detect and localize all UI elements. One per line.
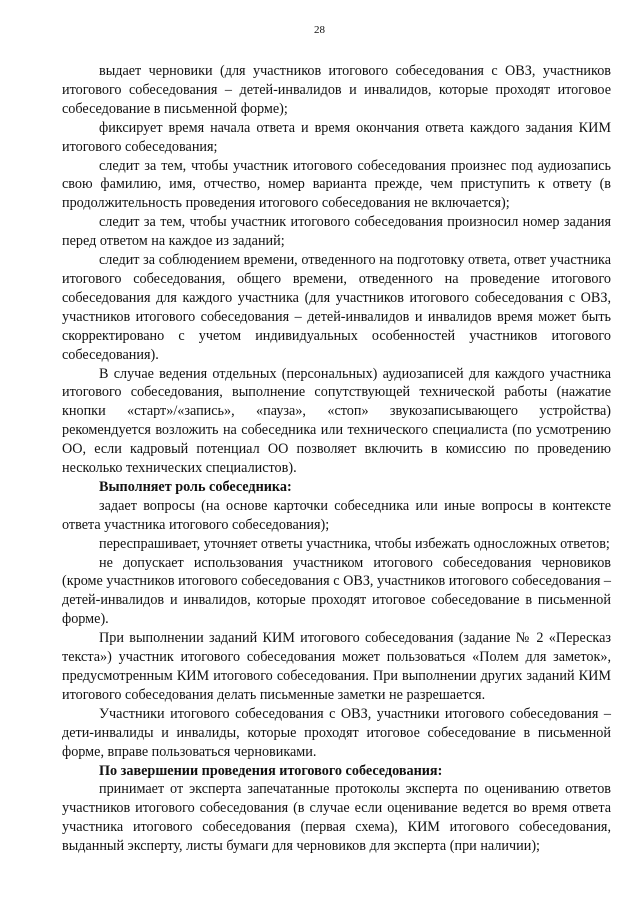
- document-body: [62, 62, 611, 856]
- paragraph-answer-timing: фиксирует время начала ответа и время окончания ответа каждого задания КИМ итогового собеседования;: [62, 119, 611, 155]
- paragraph-name-recording: следит за тем, чтобы участник итогового собеседования произнес под аудиозапись свою фамилию, имя, отчество, номер варианта прежде, чем приступить к ответу (в продолжительность проведения итогового собеседования не включается);: [62, 157, 611, 212]
- paragraph-clarifies-answers: переспрашивает, уточняет ответы участника, чтобы избежать односложных ответов;: [99, 535, 610, 552]
- paragraph-ovz-drafts: Участники итогового собеседования с ОВЗ, участники итогового собеседования – дети-инвалиды и инвалиды, которые проходят итоговое собеседование в письменной форме, вправе пользоваться черновиками.: [62, 705, 611, 760]
- paragraph-receives-protocols: принимает от эксперта запечатанные протоколы эксперта по оцениванию ответов участников итогового собеседования (в случае если оценивание ведется во время ответа участника итогового собеседования (первая схема), КИМ итогового собеседования, выданный эксперту, листы бумаги для черновиков для эксперта (при наличии);: [62, 781, 611, 855]
- paragraph-asks-questions: задает вопросы (на основе карточки собеседника или иные вопросы в контексте ответа участника итогового собеседования);: [62, 497, 611, 533]
- section-heading-after-completion: По завершении проведения итогового собеседования:: [99, 762, 443, 779]
- page-number: 28: [314, 24, 325, 36]
- paragraph-no-drafts: не допускает использования участником итогового собеседования черновиков (кроме участников итогового собеседования с ОВЗ, участников итогового собеседования – детей-инвалидов и инвалидов, которые проходят итоговое собеседование в письменной форме).: [62, 554, 611, 628]
- paragraph-audio-recording: В случае ведения отдельных (персональных) аудиозаписей для каждого участника итогового собеседования, выполнение сопутствующей технической работы (нажатие кнопки «старт»/«запись», «пауза», «стоп» звукозаписывающего устройства) рекомендуется возложить на собеседника или технического специалиста (по усмотрению ОО, если кадровый потенциал ОО позволяет включить в комиссию по проведению несколько технических специалистов).: [62, 365, 611, 477]
- paragraph-time-control: следит за соблюдением времени, отведенного на подготовку ответа, ответ участника итогового собеседования, общего времени, отведенного на проведение итогового собеседования для каждого участника (для участников итогового собеседования с ОВЗ, участников итогового собеседования – детей-инвалидов и инвалидов время может быть скорректировано с учетом индивидуальных особенностей участников итогового собеседования).: [62, 252, 611, 363]
- paragraph-drafts: выдает черновики (для участников итогового собеседования с ОВЗ, участников итогового собеседования – детей-инвалидов и инвалидов, которые проходят итоговое собеседование в письменной форме);: [62, 63, 611, 117]
- section-heading-interlocutor-role: Выполняет роль собеседника:: [99, 478, 292, 495]
- paragraph-notes-field: При выполнении заданий КИМ итогового собеседования (задание № 2 «Пересказ текста») участник итогового собеседования может пользоваться «Полем для заметок», предусмотренным КИМ итогового собеседования. При выполнении других заданий КИМ итогового собеседования делать письменные заметки не разрешается.: [62, 630, 611, 703]
- paragraph-task-number: следит за тем, чтобы участник итогового собеседования произносил номер задания перед ответом на каждое из заданий;: [62, 214, 611, 250]
